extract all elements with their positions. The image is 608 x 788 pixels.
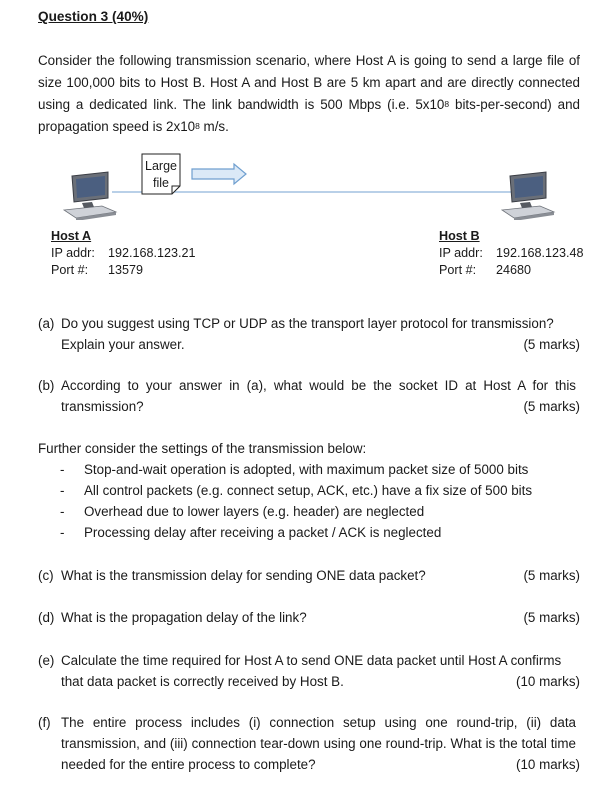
question-b: (b) According to your answer in (a), what would be the socket ID at Host A for this transmission? (5 marks) [38,375,580,417]
host-a-computer-icon [64,172,116,220]
question-f-marks: (10 marks) [516,757,580,772]
list-item: - Stop-and-wait operation is adopted, with maximum packet size of 5000 bits [60,459,532,480]
host-b-ip: 192.168.123.48 [496,246,584,260]
further-intro: Further consider the settings of the transmission below: [38,441,367,456]
question-c-marks: (5 marks) [523,568,580,583]
question-d-marks: (5 marks) [523,610,580,625]
question-a: (a) Do you suggest using TCP or UDP as the transport layer protocol for transmission? Explain your answer. (5 marks) [38,313,580,355]
question-e: (e) Calculate the time required for Host A to send ONE data packet until Host A confirms that data packet is correctly received by Host B. (10 marks) [38,650,580,692]
file-label-line1: Large [145,159,177,173]
question-e-marks: (10 marks) [516,674,580,689]
large-file-document-icon [142,154,180,194]
host-a-port: 13579 [108,263,144,277]
settings-list [60,459,532,543]
question-d: (d) What is the propagation delay of the link? (5 marks) [38,607,580,628]
question-c: (c) What is the transmission delay for sending ONE data packet? (5 marks) [38,565,580,586]
intro-paragraph: Consider the following transmission scenario, where Host A is going to send a large file of size 100,000 bits to Host B. Host A and Host B are 5 km apart and are directly connected using a dedicated link. The link bandwidth is 500 Mbps (i.e. $5x10^8$ bits-per-second) and propagation speed is $2x10^8$ m/s. [38,53,581,134]
network-diagram [0,150,608,220]
host-a-name: Host A [51,229,92,243]
question-title: Question 3 (40%) [38,9,149,24]
host-b-port: 24680 [496,263,532,277]
host-b-ip-label: IP addr: [439,246,483,260]
host-b-name: Host B [439,229,480,243]
list-item: - Overhead due to lower layers (e.g. header) are neglected [60,501,532,522]
file-label-line2: file [153,176,169,190]
list-item: - Processing delay after receiving a packet / ACK is neglected [60,522,532,543]
transfer-arrow-icon [192,164,246,184]
host-a-info [51,228,196,279]
list-item: - All control packets (e.g. connect setup, ACK, etc.) have a fix size of 500 bits [60,480,532,501]
host-a-ip: 192.168.123.21 [108,246,196,260]
host-b-port-label: Port #: [439,263,477,277]
host-a-port-label: Port #: [51,263,89,277]
host-a-ip-label: IP addr: [51,246,95,260]
host-b-info [439,228,584,279]
host-b-computer-icon [502,172,554,220]
question-a-marks: (5 marks) [523,337,580,352]
question-b-marks: (5 marks) [523,399,580,414]
question-f: (f) The entire process includes (i) connection setup using one round-trip, (ii) data transmission, and (iii) connection tear-down using one round-trip. What is the total time needed for the entire process to complete? (10 marks) [38,712,580,775]
